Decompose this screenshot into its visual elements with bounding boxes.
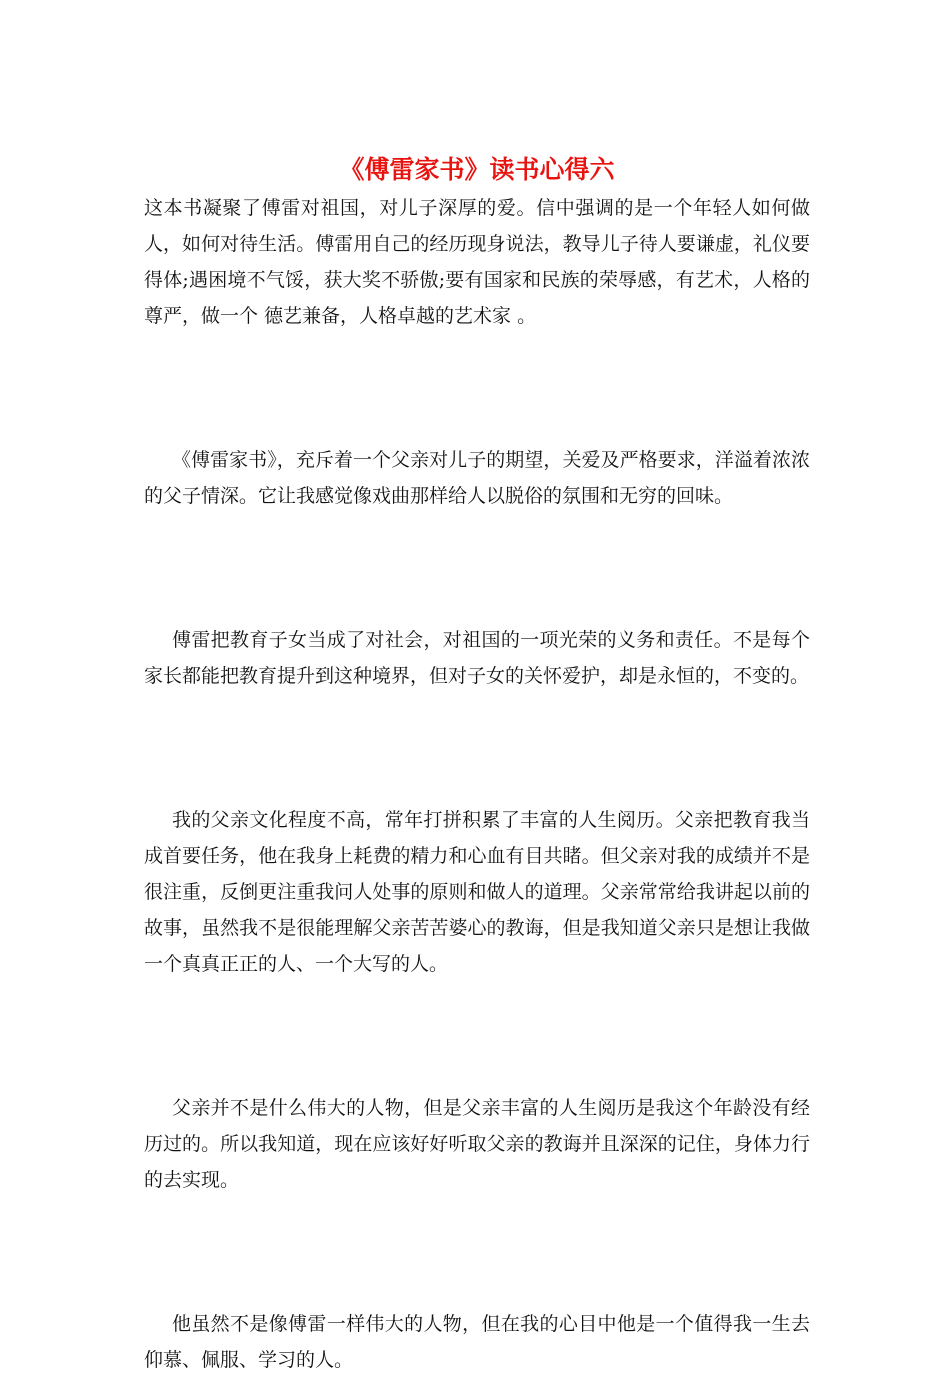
document-page [144, 150, 810, 1378]
paragraph-spacer [144, 694, 810, 802]
paragraph-1: 这本书凝聚了傅雷对祖国，对儿子深厚的爱。信中强调的是一个年轻人如何做人，如何对待生活。傅雷用自己的经历现身说法，教导儿子待人要谦虚，礼仪要得体;遇困境不气馁，获大奖不骄傲;要有国家和民族的荣辱感，有艺术，人格的尊严，做一个 德艺兼备，人格卓越的艺术家 。 [144, 197, 810, 327]
paragraph-4: 我的父亲文化程度不高，常年打拼积累了丰富的人生阅历。父亲把教育我当成首要任务，他在我身上耗费的精力和心血有目共睹。但父亲对我的成绩并不是很注重，反倒更注重我问人处事的原则和做人的道理。父亲常常给我讲起以前的故事，虽然我不是很能理解父亲苦苦婆心的教诲，但是我知道父亲只是想让我做一个真真正正的人、一个大写的人。 [144, 809, 810, 975]
paragraph-spacer [144, 1198, 810, 1306]
paragraph-3: 傅雷把教育子女当成了对社会，对祖国的一项光荣的义务和责任。不是每个家长都能把教育提升到这种境界，但对子女的关怀爱护，却是永恒的，不变的。 [144, 629, 810, 687]
paragraph-spacer [144, 514, 810, 622]
paragraph-spacer [144, 334, 810, 442]
paragraph-6: 他虽然不是像傅雷一样伟大的人物，但在我的心目中他是一个值得我一生去仰慕、佩服、学习的人。 [144, 1313, 810, 1371]
paragraph-spacer [144, 982, 810, 1090]
paragraph-5: 父亲并不是什么伟大的人物，但是父亲丰富的人生阅历是我这个年龄没有经历过的。所以我知道，现在应该好好听取父亲的教诲并且深深的记住，身体力行的去实现。 [144, 1097, 810, 1191]
document-title: 《傅雷家书》读书心得六 [339, 155, 615, 184]
paragraph-2: 《傅雷家书》，充斥着一个父亲对儿子的期望，关爱及严格要求，洋溢着浓浓的父子情深。它让我感觉像戏曲那样给人以脱俗的氛围和无穷的回味。 [144, 449, 810, 507]
